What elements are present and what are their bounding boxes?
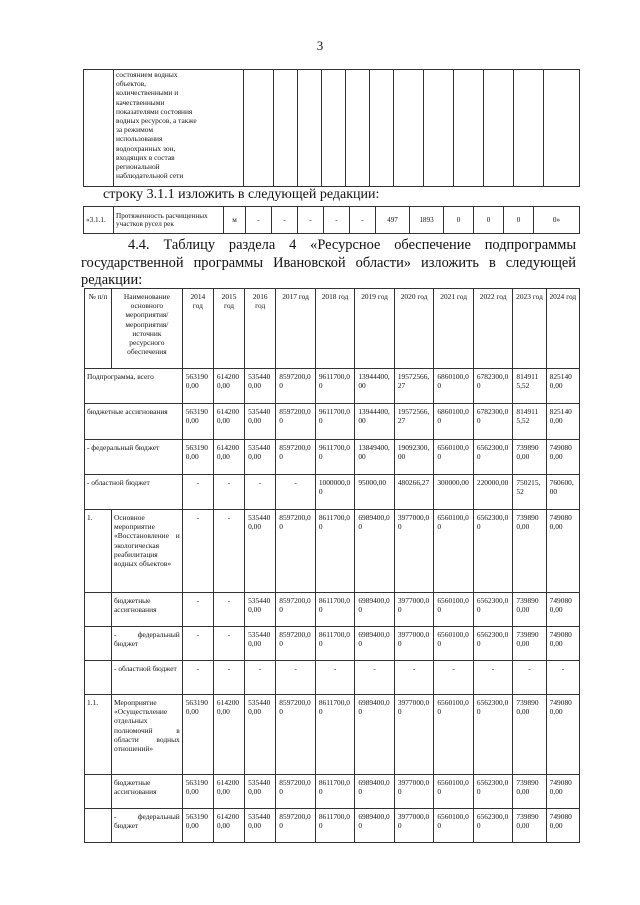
value-cell: 5354400,00 [245, 369, 276, 404]
instruction-paragraph [81, 237, 576, 290]
value-cell: 5631900,00 [182, 369, 213, 404]
header-cell: Наименование основного мероприятия/ мероприятия/ источник ресурсного обеспечения [112, 289, 183, 369]
row-label: бюджетные ассигнования [85, 404, 183, 440]
value-cell: - [213, 627, 244, 661]
value-cell: 6562300,00 [473, 775, 513, 809]
value-cell: 5354400,00 [245, 809, 276, 843]
value-cell: 19572566,27 [394, 369, 434, 404]
value-cell: - [182, 627, 213, 661]
row-label: - федеральный бюджет [85, 440, 183, 475]
header-cell: 2014 год [182, 289, 213, 369]
value-cell: 7490800,00 [546, 593, 579, 627]
value-cell: 8597200,00 [276, 404, 316, 440]
value-cell: 6562300,00 [473, 510, 513, 593]
empty-cell [394, 70, 424, 187]
table-cell: 497 [376, 207, 410, 234]
value-cell: - [434, 661, 474, 695]
page-number: 3 [316, 38, 324, 53]
value-cell: 3977000,00 [394, 775, 434, 809]
value-cell: 8149115,52 [513, 369, 546, 404]
value-cell: 6560100,00 [434, 440, 474, 475]
value-cell: 13944400,00 [355, 404, 395, 440]
empty-cell [370, 70, 394, 187]
table-header-row [85, 289, 580, 369]
value-cell: 8251400,00 [546, 369, 579, 404]
value-cell: 95000,00 [355, 475, 395, 510]
value-cell: 3977000,00 [394, 627, 434, 661]
value-cell: - [213, 475, 244, 510]
table-row [85, 369, 580, 404]
value-cell: 8597200,00 [276, 627, 316, 661]
value-cell: 3977000,00 [394, 695, 434, 775]
table-cell: м [224, 207, 246, 234]
row-label: - федеральный бюджет [112, 809, 183, 843]
value-cell: - [546, 661, 579, 695]
value-cell: 8597200,00 [276, 369, 316, 404]
value-cell: 6989400,00 [355, 809, 395, 843]
continuation-line: за режимом [116, 125, 153, 135]
value-cell: 6142000,00 [213, 775, 244, 809]
value-cell: 6562300,00 [473, 593, 513, 627]
continuation-line: качественными [116, 97, 165, 107]
table-cell: Протяженность расчищенных участков русел рек [114, 207, 224, 234]
header-cell: 2024 год [546, 289, 579, 369]
value-cell: 6562300,00 [473, 809, 513, 843]
value-cell: 7398900,00 [513, 510, 546, 593]
table-row [85, 627, 580, 661]
value-cell: 3977000,00 [394, 510, 434, 593]
value-cell: - [513, 661, 546, 695]
value-cell: 300000,00 [434, 475, 474, 510]
value-cell: 6142000,00 [213, 369, 244, 404]
row-label: бюджетные ассигнования [112, 775, 183, 809]
value-cell: 7398900,00 [513, 593, 546, 627]
row-label: - областной бюджет [112, 661, 183, 695]
value-cell: 760600,00 [546, 475, 579, 510]
table-row [85, 475, 580, 510]
value-cell: 3977000,00 [394, 809, 434, 843]
value-cell: - [276, 475, 316, 510]
table-cell: 0 [474, 207, 504, 234]
value-cell: - [245, 475, 276, 510]
paragraph-line: государственной программы Ивановской области» изложить в следующей [81, 254, 576, 271]
table-cell: - [350, 207, 376, 234]
row-label: - федеральный бюджет [112, 627, 183, 661]
row-label: Подпрограмма, всего [85, 369, 183, 404]
value-cell: 7398900,00 [513, 627, 546, 661]
paragraph-line: редакции: [81, 272, 143, 288]
value-cell: 7398900,00 [513, 809, 546, 843]
table-row [85, 510, 580, 593]
row-number [85, 593, 112, 627]
value-cell: 7490800,00 [546, 809, 579, 843]
value-cell: - [245, 661, 276, 695]
value-cell: 5354400,00 [245, 627, 276, 661]
value-cell: 9611700,00 [315, 404, 355, 440]
continuation-line: региональной [116, 162, 160, 172]
row-number [85, 809, 112, 843]
value-cell: - [276, 661, 316, 695]
empty-cell [454, 70, 484, 187]
empty-cell [84, 70, 114, 187]
value-cell: 6142000,00 [213, 809, 244, 843]
continuation-line: входящих в состав [116, 152, 175, 162]
table-cell: 1893 [410, 207, 444, 234]
header-cell: 2020 год [394, 289, 434, 369]
value-cell: 480266,27 [394, 475, 434, 510]
table-row [85, 695, 580, 775]
value-cell: 6560100,00 [434, 809, 474, 843]
value-cell: 5631900,00 [182, 775, 213, 809]
row-3-1-1-table [83, 206, 580, 234]
row-label: Мероприятие «Осуществление отдельных полномочий в области водных отношений» [112, 695, 183, 775]
value-cell: 8597200,00 [276, 510, 316, 593]
value-cell: 6142000,00 [213, 440, 244, 475]
value-cell: - [213, 510, 244, 593]
empty-cell [274, 70, 298, 187]
row-label: бюджетные ассигнования [112, 593, 183, 627]
table-row [85, 661, 580, 695]
value-cell: 8611700,00 [315, 627, 355, 661]
empty-cell [346, 70, 370, 187]
value-cell: 7490800,00 [546, 440, 579, 475]
value-cell: - [213, 661, 244, 695]
value-cell: - [182, 510, 213, 593]
table-cell: - [324, 207, 350, 234]
continuation-line: водных ресурсов, а также [116, 116, 197, 126]
value-cell: 13849400,00 [355, 440, 395, 475]
value-cell: 8597200,00 [276, 809, 316, 843]
value-cell: 6562300,00 [473, 695, 513, 775]
value-cell: 6142000,00 [213, 695, 244, 775]
row-number [85, 661, 112, 695]
table-row [84, 207, 580, 234]
table-row [85, 404, 580, 440]
table-cell: - [298, 207, 324, 234]
value-cell: 5631900,00 [182, 695, 213, 775]
row-label: - областной бюджет [85, 475, 183, 510]
value-cell: - [213, 593, 244, 627]
row-label: Основное мероприятие «Восстановление и экологическая реабилитация водных объектов» [112, 510, 183, 593]
continuation-table [83, 69, 580, 187]
value-cell: 7490800,00 [546, 775, 579, 809]
row-number [85, 627, 112, 661]
value-cell: - [182, 593, 213, 627]
empty-cell [298, 70, 322, 187]
empty-cell [484, 70, 514, 187]
continuation-line: состоянием водных [116, 70, 178, 79]
value-cell: 8611700,00 [315, 775, 355, 809]
value-cell: 8149115,52 [513, 404, 546, 440]
empty-cell [244, 70, 274, 187]
header-cell: 2017 год [276, 289, 316, 369]
value-cell: 6989400,00 [355, 627, 395, 661]
value-cell: 6560100,00 [434, 510, 474, 593]
value-cell: - [394, 661, 434, 695]
value-cell: 8597200,00 [276, 440, 316, 475]
table-cell: 0 [504, 207, 534, 234]
continuation-line: наблюдательной сети [116, 171, 184, 181]
value-cell: - [355, 661, 395, 695]
table-row [85, 809, 580, 843]
value-cell: 9611700,00 [315, 440, 355, 475]
value-cell: 5354400,00 [245, 440, 276, 475]
table-cell: - [246, 207, 272, 234]
table-row [85, 775, 580, 809]
value-cell: 8251400,00 [546, 404, 579, 440]
continuation-line: использования [116, 134, 163, 144]
value-cell: 8611700,00 [315, 593, 355, 627]
continuation-text [114, 70, 244, 187]
header-cell: 2022 год [473, 289, 513, 369]
row-number: 1.1. [85, 695, 112, 775]
value-cell: 220000,00 [473, 475, 513, 510]
table-row [85, 440, 580, 475]
value-cell: 5631900,00 [182, 440, 213, 475]
value-cell: 6782300,00 [473, 404, 513, 440]
value-cell: 6782300,00 [473, 369, 513, 404]
row-number [85, 775, 112, 809]
table-cell: «3.1.1. [84, 207, 114, 234]
value-cell: 5631900,00 [182, 404, 213, 440]
table-cell: 0» [534, 207, 580, 234]
value-cell: 19092300,00 [394, 440, 434, 475]
value-cell: 6562300,00 [473, 627, 513, 661]
instruction-line: строку 3.1.1 изложить в следующей редакции: [103, 187, 380, 202]
value-cell: 13944400,00 [355, 369, 395, 404]
value-cell: 3977000,00 [394, 593, 434, 627]
paragraph-line: 4.4. Таблицу раздела 4 «Ресурсное обеспечение подпрограммы [128, 237, 576, 253]
value-cell: 5354400,00 [245, 775, 276, 809]
value-cell: 6989400,00 [355, 593, 395, 627]
value-cell: 6989400,00 [355, 695, 395, 775]
value-cell: 5354400,00 [245, 695, 276, 775]
value-cell: 8597200,00 [276, 775, 316, 809]
empty-cell [322, 70, 346, 187]
resource-table [84, 288, 580, 843]
continuation-line: количественными и [116, 88, 179, 98]
value-cell: 750215,52 [513, 475, 546, 510]
value-cell: 6142000,00 [213, 404, 244, 440]
value-cell: 8597200,00 [276, 593, 316, 627]
empty-cell [514, 70, 544, 187]
header-cell: 2018 год [315, 289, 355, 369]
empty-cell [424, 70, 454, 187]
value-cell: 8611700,00 [315, 695, 355, 775]
header-cell: 2023 год [513, 289, 546, 369]
continuation-line: показателями состояния [116, 106, 193, 116]
value-cell: 19572566,27 [394, 404, 434, 440]
value-cell: 8597200,00 [276, 695, 316, 775]
value-cell: 6560100,00 [434, 775, 474, 809]
value-cell: 7490800,00 [546, 510, 579, 593]
continuation-line: водоохранных зон, [116, 143, 176, 153]
value-cell: 6560100,00 [434, 695, 474, 775]
value-cell: 6860100,00 [434, 369, 474, 404]
value-cell: 7398900,00 [513, 775, 546, 809]
value-cell: 5354400,00 [245, 404, 276, 440]
value-cell: 6562300,00 [473, 440, 513, 475]
value-cell: 8611700,00 [315, 809, 355, 843]
header-cell: 2015 год [213, 289, 244, 369]
table-cell: 0 [444, 207, 474, 234]
row-number: 1. [85, 510, 112, 593]
value-cell: 7398900,00 [513, 440, 546, 475]
header-cell: 2016 год [245, 289, 276, 369]
value-cell: 5631900,00 [182, 809, 213, 843]
table-row [85, 593, 580, 627]
header-cell: № п/п [85, 289, 112, 369]
value-cell: 7490800,00 [546, 695, 579, 775]
value-cell: 6860100,00 [434, 404, 474, 440]
continuation-line: объектов, [116, 79, 147, 89]
value-cell: 5354400,00 [245, 593, 276, 627]
empty-cell [544, 70, 580, 187]
header-cell: 2019 год [355, 289, 395, 369]
header-cell: 2021 год [434, 289, 474, 369]
value-cell: - [182, 661, 213, 695]
value-cell: 1000000,00 [315, 475, 355, 510]
value-cell: 5354400,00 [245, 510, 276, 593]
value-cell: 8611700,00 [315, 510, 355, 593]
value-cell: 6989400,00 [355, 510, 395, 593]
value-cell: 9611700,00 [315, 369, 355, 404]
value-cell: 6560100,00 [434, 627, 474, 661]
value-cell: 7490800,00 [546, 627, 579, 661]
value-cell: 6560100,00 [434, 593, 474, 627]
value-cell: - [182, 475, 213, 510]
value-cell: - [315, 661, 355, 695]
value-cell: 6989400,00 [355, 775, 395, 809]
value-cell: 7398900,00 [513, 695, 546, 775]
value-cell: - [473, 661, 513, 695]
table-cell: - [272, 207, 298, 234]
